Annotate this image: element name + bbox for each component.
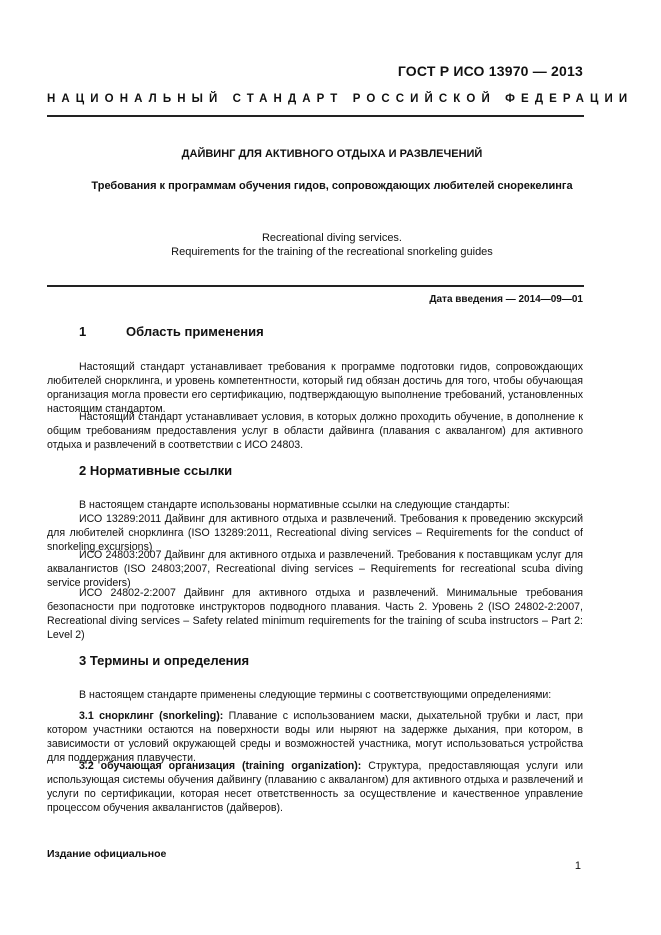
section1-title: Область применения [126,324,264,339]
section1-paragraph1: Настоящий стандарт устанавливает требования к программе подготовки гидов, сопровождающих любителей снорклинга, и уровень компетентности, который гид обязан достичь для того, чтобы обучающая организация могла провести его сертификацию, подтверждающую выполнение требований, установленных настоящим стандартом. [47,361,583,415]
section3-intro: В настоящем стандарте применены следующие термины с соответствующими определениями: [79,689,552,701]
section2-heading: 2 Нормативные ссылки [79,463,233,478]
term-snorkeling-definition: Плавание с использованием маски, дыхательной трубки и ласт, при котором участники остаются на поверхности воды или ныряют на задержке дыхания, при котором, в зависимости от условий окружающей среды и возможностей участника, могут использоваться устройства для поддержания плавучести. [47,710,584,764]
middle-divider [47,285,584,287]
section2-intro: В настоящем стандарте использованы нормативные ссылки на следующие стандарты: [79,499,510,511]
section1-heading [79,324,264,339]
section1-number: 1 [79,324,87,339]
english-title [47,231,617,259]
term-training-organization [47,759,583,815]
normative-reference-1: ИСО 13289:2011 Дайвинг для активного отдыха и развлечений. Требования к проведению экскурсий для любителей снорклинга (ISO 13289:2011, Recreational diving services – Requirements for the conduct of snorkeling excursions) [47,513,583,553]
normative-reference-3: ИСО 24802-2:2007 Дайвинг для активного отдыха и развлечений. Минимальные требования безопасности при подготовке инструкторов подводного плавания. Часть 2. Уровень 2 (ISO 24802-2:2007, Recreational diving services – Safety related minimum requirements for the training of scuba instructors – Part 2: Level 2) [47,587,583,641]
term-snorkeling-label: 3.1 снорклинг (snorkeling): [79,710,224,722]
document-subtitle: Требования к программам обучения гидов, сопровождающих любителей снорекелинга [91,180,573,192]
document-title: ДАЙВИНГ ДЛЯ АКТИВНОГО ОТДЫХА И РАЗВЛЕЧЕНИЙ [181,148,483,160]
term-training-organization-definition: Структура, предоставляющая услуги или использующая системы обучения дайвингу (плаванию с аквалангом) для активного отдыха и развлечений и услуги по сертификации, которая несет ответственность за осуществление и качественное управление процессом обучения аквалангистов (дайверов). [47,760,583,814]
normative-reference-2: ИСО 24803:2007 Дайвинг для активного отдыха и развлечений. Требования к поставщикам услуг для аквалангистов (ISO 24803;2007, Recreational diving services – Requirements for recreational scuba diving service providers) [47,549,583,589]
english-title-line1: Recreational diving services. [261,232,402,244]
section3-heading: 3 Термины и определения [79,653,250,668]
top-divider [47,115,584,117]
term-snorkeling [47,709,583,765]
introduction-date: Дата введения — 2014—09—01 [429,294,583,305]
national-standard-banner: НАЦИОНАЛЬНЫЙ СТАНДАРТ РОССИЙСКОЙ ФЕДЕРАЦИИ [47,93,634,105]
gost-number: ГОСТ Р ИСО 13970 — 2013 [397,63,583,79]
term-training-organization-label: 3.2 обучающая организация (training organization): [79,760,362,772]
official-edition-note: Издание официальное [47,848,167,860]
page-number: 1 [574,860,581,872]
english-title-line2: Requirements for the training of the recreational snorkeling guides [171,246,493,258]
section1-paragraph2: Настоящий стандарт устанавливает условия, в которых должно проходить обучение, в дополнение к общим требованиям предоставления услуг в области дайвинга (плавания с аквалангом) для активного отдыха и развлечений в соответствии с ИСО 24803. [47,411,583,451]
